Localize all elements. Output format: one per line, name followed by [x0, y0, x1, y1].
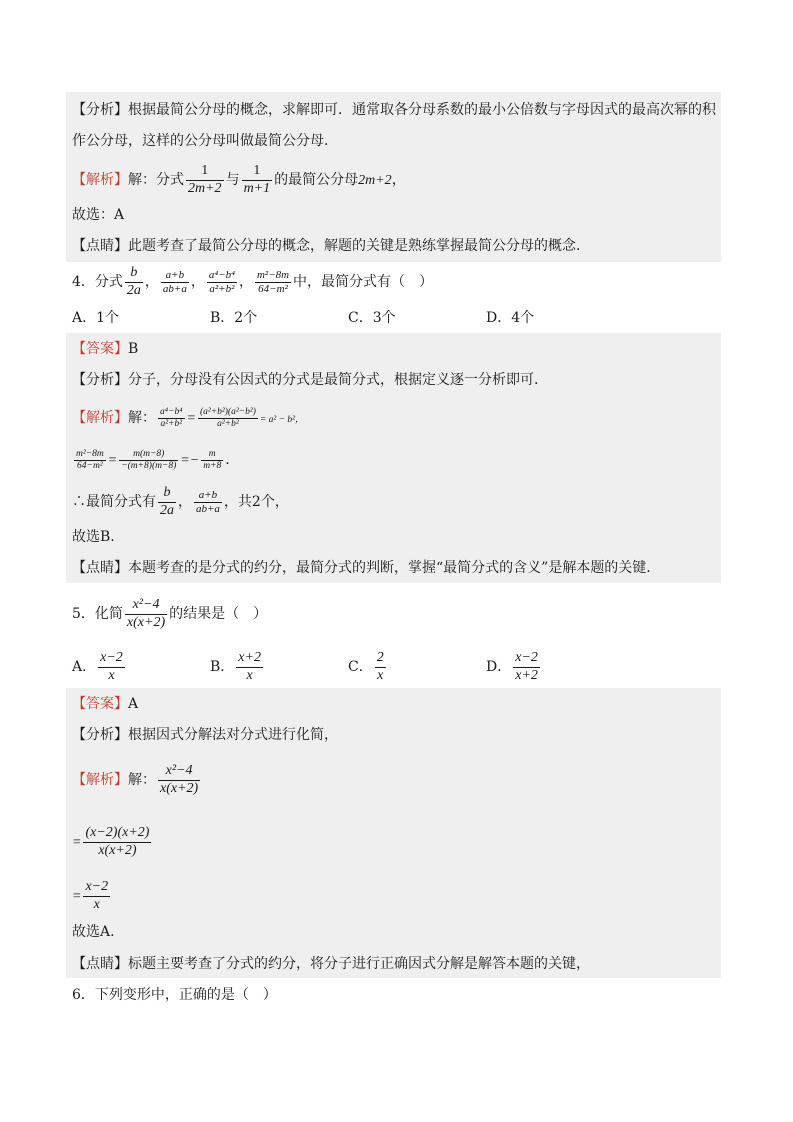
- punct: .: [225, 452, 230, 468]
- q4-fraction-4: [255, 269, 291, 295]
- eq1-lhs: [158, 407, 185, 430]
- q5-comment-line: [72, 954, 590, 974]
- fraction-denominator: x: [246, 667, 253, 683]
- q4-analysis-line: [72, 370, 538, 390]
- concl-fraction-2: [194, 489, 222, 515]
- q5-answer-select: [72, 922, 115, 942]
- q5-option-a: [72, 650, 127, 684]
- q4-explain-eq2: $\frac{\text{m²−8m}}{\text{64−m²}}$ = $\frac{m(m-8)}{-(m+8)(m-8)}$ =− $\frac{m}{m+8}$ .: [76, 448, 230, 471]
- explain-text: 解：分式: [128, 172, 184, 188]
- eq2-middle: [119, 449, 178, 472]
- conclusion-text: ∴最简分式有: [72, 494, 156, 510]
- q4-option-c: C．3个: [348, 310, 396, 326]
- explain-tag: 【解析】: [72, 772, 128, 788]
- fraction-denominator: 64−m²: [258, 282, 288, 295]
- explain-tag: 【解析】: [72, 410, 128, 426]
- eq1-middle: [198, 407, 258, 430]
- fraction-denominator: x+2: [515, 667, 538, 683]
- q4-conclusion: [72, 482, 289, 522]
- fraction-denominator: ab+a: [162, 282, 187, 295]
- fraction-numerator: x+2: [236, 650, 263, 667]
- fraction-numerator: b: [158, 485, 176, 502]
- answer-line: 故选：A: [72, 207, 125, 223]
- separator: ，: [238, 274, 253, 290]
- answer-value: B: [128, 341, 139, 357]
- comment-text: 本题考查的是分式的约分，最简分式的判断，掌握“最简分式的含义”是解本题的关键.: [128, 560, 651, 576]
- analysis-tag: 【分析】: [72, 727, 128, 743]
- q5-explain-step2: = $\frac{x-2}{x}$: [72, 879, 109, 912]
- answer-line: 故选B.: [72, 529, 115, 545]
- fraction-numerator: 1: [186, 163, 224, 180]
- comment-text: 标题主要考查了分式的约分，将分子进行正确因式分解是解答本题的关键，: [128, 956, 590, 972]
- fraction-denominator: x: [93, 896, 100, 912]
- separator: ，: [190, 274, 205, 290]
- q4-answer-line: [72, 339, 138, 359]
- analysis-text: 分子，分母没有公因式的分式是最简分式，根据定义逐一分析即可.: [128, 372, 539, 388]
- option-label: C．: [348, 659, 373, 675]
- fraction-numerator: x²−4: [158, 763, 200, 780]
- conjunction: 与: [225, 172, 240, 188]
- fraction-denominator: x: [377, 667, 384, 683]
- comment-tag: 【点睛】: [72, 560, 128, 576]
- fraction-numerator: 1: [242, 163, 273, 180]
- fraction-numerator: b: [125, 265, 143, 282]
- explain-text: 的最简公分母: [274, 172, 359, 188]
- fraction-denominator: a²+b²: [160, 418, 183, 429]
- q4-option-b: B．2个: [210, 310, 258, 326]
- fraction-numerator: x²−4: [125, 597, 167, 614]
- q5-option-b: [210, 650, 265, 684]
- step0-fraction: [158, 763, 200, 796]
- fraction-numerator: m(m−8): [119, 449, 178, 461]
- eq2-result: [201, 449, 223, 472]
- fraction-denominator: 2m+2: [188, 180, 222, 196]
- fraction-numerator: m²−8m: [256, 268, 290, 281]
- option-label: D．: [486, 659, 512, 675]
- eq1-result: = a² − b²，: [259, 415, 305, 425]
- question-prefix: 4．分式: [72, 274, 123, 290]
- step2-fraction: [83, 879, 110, 912]
- analysis-text: 根据最简公分母的概念，求解即可．通常取各分母系数的最小公倍数与字母因式的最高次幂的积: [128, 102, 716, 118]
- fraction-denominator: 64−m²: [77, 460, 103, 471]
- option-fraction: [375, 650, 386, 683]
- option-label: B．: [210, 659, 235, 675]
- separator: ，: [144, 274, 159, 290]
- fraction-numerator: a⁴−b⁴: [160, 406, 183, 417]
- fraction-numerator: 2: [375, 650, 386, 667]
- analysis-text-cont: 作公分母，这样的公分母叫做最简公分母．: [72, 133, 338, 149]
- fraction-denominator: 2a: [126, 282, 141, 298]
- fraction-denominator: 2a: [160, 502, 174, 518]
- fraction-denominator: m+1: [243, 180, 271, 196]
- fraction-numerator: x−2: [98, 650, 125, 667]
- analysis-tag: 【分析】: [72, 102, 128, 118]
- fraction-numerator: x−2: [513, 650, 540, 667]
- comment-tag: 【点睛】: [72, 956, 128, 972]
- q3-answer-line: [72, 205, 124, 225]
- fraction-numerator: (x−2)(x+2): [83, 825, 151, 842]
- q4-answer-select: [72, 527, 115, 547]
- q5-option-c: [348, 650, 388, 684]
- concl-fraction-1: [158, 485, 176, 518]
- q3-analysis-line1: [72, 100, 716, 120]
- fraction-numerator: a+b: [161, 269, 189, 283]
- answer-line: 故选A.: [72, 924, 115, 940]
- q5-explain-step1: = $\frac{(x-2)(x+2)}{x(x+2)}$: [72, 825, 150, 858]
- q4-option-a: A．1个: [72, 310, 120, 326]
- option-label: A．: [72, 659, 97, 675]
- q5-expression: [125, 597, 167, 630]
- fraction-denominator: −(m+8)(m−8): [121, 460, 177, 471]
- fraction-denominator: x(x+2): [126, 614, 166, 630]
- punct: ，: [391, 172, 406, 188]
- q5-explain-step0: [72, 760, 202, 800]
- fraction-denominator: a²+b²: [209, 282, 235, 295]
- option-fraction: [236, 650, 263, 683]
- q4-option-d: D．4个: [486, 310, 535, 326]
- fraction-numerator: m: [201, 449, 223, 461]
- q4-fraction-3: [207, 269, 237, 295]
- q3-explain-line: [72, 160, 406, 201]
- fraction-numerator: x−2: [83, 879, 110, 896]
- q4-explain-eq1: 【解析】解： $\frac{\text{a⁴−b⁴}}{\text{a²+b²}}$ = $\frac{\text{(a²+b²)(a²−b²)}}{\text{a²+b²}}$ = a² − b²，: [72, 406, 305, 429]
- option-fraction: [513, 650, 540, 683]
- question-suffix: 中，最简分式有（ ）: [293, 274, 434, 290]
- q5-answer-line: [72, 694, 138, 714]
- fraction-numerator: a⁴−b⁴: [208, 268, 235, 281]
- option-fraction: [98, 650, 125, 683]
- analysis-tag: 【分析】: [72, 372, 128, 388]
- fraction-denominator: x(x+2): [98, 842, 137, 858]
- analysis-text: 根据因式分解法对分式进行化简，: [128, 727, 338, 743]
- fraction-1: [186, 163, 224, 196]
- eq2-lhs: [74, 449, 106, 472]
- fraction-denominator: a²+b²: [217, 418, 239, 429]
- question-prefix: 5．化简: [72, 606, 123, 622]
- separator: ，: [178, 494, 192, 510]
- answer-tag: 【答案】: [72, 696, 128, 712]
- fraction-denominator: x: [108, 667, 115, 683]
- fraction-2: [242, 163, 273, 196]
- comment-tag: 【点睛】: [72, 238, 128, 254]
- lcd-expression: 2m+2: [358, 173, 392, 188]
- fraction-numerator: m²−8m: [76, 448, 104, 459]
- answer-value: A: [128, 696, 139, 712]
- explain-tag: 【解析】: [72, 172, 128, 188]
- fraction-denominator: m+8: [203, 460, 222, 471]
- q5-analysis-line: [72, 725, 338, 745]
- q5-question: [72, 594, 267, 634]
- comment-text: 此题考查了最简公分母的概念，解题的关键是熟练掌握最简公分母的概念．: [128, 238, 590, 254]
- explain-text: 解：: [128, 410, 156, 426]
- q3-comment-line: [72, 236, 590, 256]
- q5-option-d: [486, 650, 542, 684]
- q6-question: 6．下列变形中，正确的是（ ）: [72, 987, 277, 1003]
- q4-fraction-2: [161, 269, 189, 295]
- explain-text: 解：: [128, 772, 156, 788]
- conclusion-end: ，共2个，: [223, 494, 289, 510]
- answer-tag: 【答案】: [72, 341, 128, 357]
- fraction-numerator: (a²+b²)(a²−b²): [199, 406, 256, 417]
- q3-analysis-line2: [72, 131, 338, 151]
- fraction-numerator: a+b: [194, 489, 222, 503]
- fraction-denominator: x(x+2): [160, 780, 199, 796]
- q4-fraction-1: [125, 265, 143, 298]
- q4-comment-line: [72, 558, 651, 578]
- question-suffix: 的结果是（ ）: [169, 606, 268, 622]
- q4-question: [72, 262, 433, 302]
- fraction-denominator: ab+a: [196, 502, 220, 515]
- step1-fraction: [83, 825, 151, 858]
